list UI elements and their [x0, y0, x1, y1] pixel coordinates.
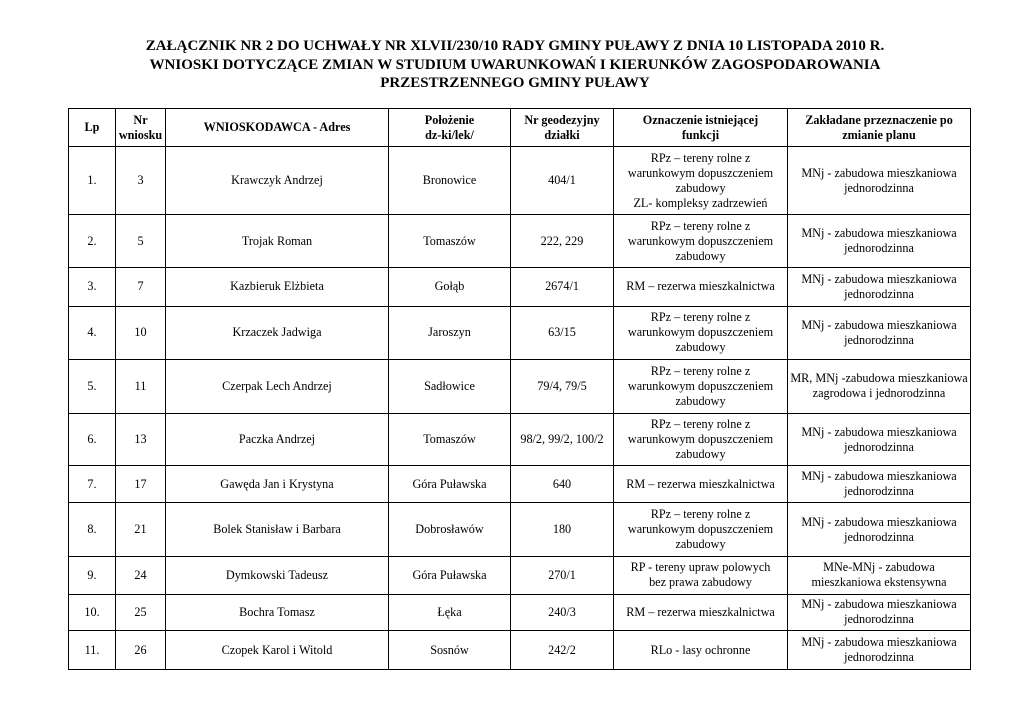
cell-nr-dzialki: 63/15 — [511, 306, 614, 359]
cell-nr-dzialki: 270/1 — [511, 557, 614, 595]
cell-lp: 3. — [69, 268, 116, 307]
cell-wnioskodawca: Czopek Karol i Witold — [166, 631, 389, 670]
cell-nr-dzialki: 640 — [511, 466, 614, 503]
cell-przeznaczenie: MNj - zabudowa mieszkaniowa jednorodzinna — [788, 215, 971, 268]
table-row — [69, 359, 971, 413]
cell-nr-wniosku: 3 — [116, 147, 166, 215]
table-row — [69, 631, 971, 670]
table-row — [69, 557, 971, 595]
cell-przeznaczenie: MNj - zabudowa mieszkaniowa jednorodzinna — [788, 594, 971, 631]
cell-oznaczenie: RPz – tereny rolne z warunkowym dopuszczeniem zabudowy — [614, 413, 788, 466]
cell-oznaczenie: RM – rezerwa mieszkalnictwa — [614, 594, 788, 631]
cell-lp: 7. — [69, 466, 116, 503]
cell-nr-dzialki: 180 — [511, 503, 614, 557]
title-line-1: ZAŁĄCZNIK NR 2 DO UCHWAŁY NR XLVII/230/10 RADY GMINY PUŁAWY Z DNIA 10 LISTOPADA 2010 R. — [145, 38, 885, 54]
cell-nr-wniosku: 17 — [116, 466, 166, 503]
cell-wnioskodawca: Kazbieruk Elżbieta — [166, 268, 389, 307]
cell-wnioskodawca: Gawęda Jan i Krystyna — [166, 466, 389, 503]
cell-oznaczenie: RPz – tereny rolne z warunkowym dopuszczeniem zabudowy — [614, 503, 788, 557]
cell-polozenie: Sadłowice — [389, 359, 511, 413]
cell-polozenie: Łęka — [389, 594, 511, 631]
cell-oznaczenie: RM – rezerwa mieszkalnictwa — [614, 466, 788, 503]
table-row — [69, 268, 971, 307]
table-row — [69, 466, 971, 503]
cell-nr-dzialki: 79/4, 79/5 — [511, 359, 614, 413]
cell-polozenie: Bronowice — [389, 147, 511, 215]
cell-polozenie: Góra Puławska — [389, 557, 511, 595]
cell-przeznaczenie: MNj - zabudowa mieszkaniowa jednorodzinna — [788, 147, 971, 215]
cell-przeznaczenie: MNj - zabudowa mieszkaniowa jednorodzinna — [788, 503, 971, 557]
table-row — [69, 594, 971, 631]
cell-polozenie: Jaroszyn — [389, 306, 511, 359]
cell-przeznaczenie: MNj - zabudowa mieszkaniowa jednorodzinna — [788, 631, 971, 670]
cell-nr-dzialki: 222, 229 — [511, 215, 614, 268]
cell-nr-wniosku: 13 — [116, 413, 166, 466]
cell-nr-dzialki: 2674/1 — [511, 268, 614, 307]
title-line-2: WNIOSKI DOTYCZĄCE ZMIAN W STUDIUM UWARUNKOWAŃ I KIERUNKÓW ZAGOSPODAROWANIA — [149, 56, 881, 73]
cell-wnioskodawca: Krawczyk Andrzej — [166, 147, 389, 215]
cell-oznaczenie: RLo - lasy ochronne — [614, 631, 788, 670]
header-nr-wniosku: Nr wniosku — [116, 109, 166, 147]
header-polozenie: Położenie dz-ki/lek/ — [389, 109, 511, 147]
cell-polozenie: Tomaszów — [389, 215, 511, 268]
cell-wnioskodawca: Krzaczek Jadwiga — [166, 306, 389, 359]
cell-wnioskodawca: Dymkowski Tadeusz — [166, 557, 389, 595]
cell-nr-wniosku: 24 — [116, 557, 166, 595]
cell-oznaczenie: RPz – tereny rolne z warunkowym dopuszczeniem zabudowy ZL- kompleksy zadrzewień — [614, 147, 788, 215]
cell-przeznaczenie: MNj - zabudowa mieszkaniowa jednorodzinna — [788, 466, 971, 503]
cell-nr-wniosku: 11 — [116, 359, 166, 413]
cell-lp: 2. — [69, 215, 116, 268]
cell-oznaczenie: RP - tereny upraw polowych bez prawa zabudowy — [614, 557, 788, 595]
title-line-3: PRZESTRZENNEGO GMINY PUŁAWY — [380, 75, 650, 91]
cell-przeznaczenie: MNj - zabudowa mieszkaniowa jednorodzinna — [788, 413, 971, 466]
table-row — [69, 306, 971, 359]
cell-przeznaczenie: MNj - zabudowa mieszkaniowa jednorodzinna — [788, 268, 971, 307]
cell-polozenie: Sosnów — [389, 631, 511, 670]
header-lp: Lp — [69, 109, 116, 147]
table-row — [69, 215, 971, 268]
cell-oznaczenie: RPz – tereny rolne z warunkowym dopuszczeniem zabudowy — [614, 306, 788, 359]
cell-nr-dzialki: 404/1 — [511, 147, 614, 215]
cell-nr-wniosku: 26 — [116, 631, 166, 670]
cell-nr-dzialki: 98/2, 99/2, 100/2 — [511, 413, 614, 466]
cell-nr-wniosku: 25 — [116, 594, 166, 631]
cell-przeznaczenie: MNe-MNj - zabudowa mieszkaniowa ekstensywna — [788, 557, 971, 595]
cell-nr-dzialki: 240/3 — [511, 594, 614, 631]
cell-wnioskodawca: Bolek Stanisław i Barbara — [166, 503, 389, 557]
cell-polozenie: Góra Puławska — [389, 466, 511, 503]
table-row — [69, 147, 971, 215]
cell-nr-dzialki: 242/2 — [511, 631, 614, 670]
cell-wnioskodawca: Czerpak Lech Andrzej — [166, 359, 389, 413]
cell-oznaczenie: RPz – tereny rolne z warunkowym dopuszczeniem zabudowy — [614, 215, 788, 268]
cell-lp: 5. — [69, 359, 116, 413]
cell-wnioskodawca: Bochra Tomasz — [166, 594, 389, 631]
table-body — [69, 147, 971, 670]
table-row — [69, 503, 971, 557]
header-wnioskodawca: WNIOSKODAWCA - Adres — [166, 109, 389, 147]
cell-lp: 8. — [69, 503, 116, 557]
cell-lp: 6. — [69, 413, 116, 466]
cell-przeznaczenie: MR, MNj -zabudowa mieszkaniowa zagrodowa i jednorodzinna — [788, 359, 971, 413]
cell-wnioskodawca: Trojak Roman — [166, 215, 389, 268]
header-oznaczenie: Oznaczenie istniejącej funkcji — [614, 109, 788, 147]
requests-table — [68, 108, 971, 670]
cell-lp: 11. — [69, 631, 116, 670]
table-header-row — [69, 109, 971, 147]
cell-lp: 4. — [69, 306, 116, 359]
cell-oznaczenie: RM – rezerwa mieszkalnictwa — [614, 268, 788, 307]
table-row — [69, 413, 971, 466]
cell-lp: 10. — [69, 594, 116, 631]
cell-nr-wniosku: 10 — [116, 306, 166, 359]
cell-oznaczenie: RPz – tereny rolne z warunkowym dopuszczeniem zabudowy — [614, 359, 788, 413]
cell-wnioskodawca: Paczka Andrzej — [166, 413, 389, 466]
cell-lp: 1. — [69, 147, 116, 215]
document-title — [60, 37, 970, 93]
cell-przeznaczenie: MNj - zabudowa mieszkaniowa jednorodzinna — [788, 306, 971, 359]
cell-polozenie: Gołąb — [389, 268, 511, 307]
header-przeznaczenie: Zakładane przeznaczenie po zmianie planu — [788, 109, 971, 147]
cell-polozenie: Dobrosławów — [389, 503, 511, 557]
cell-lp: 9. — [69, 557, 116, 595]
cell-nr-wniosku: 7 — [116, 268, 166, 307]
cell-nr-wniosku: 5 — [116, 215, 166, 268]
cell-polozenie: Tomaszów — [389, 413, 511, 466]
header-nr-dzialki: Nr geodezyjny działki — [511, 109, 614, 147]
cell-nr-wniosku: 21 — [116, 503, 166, 557]
